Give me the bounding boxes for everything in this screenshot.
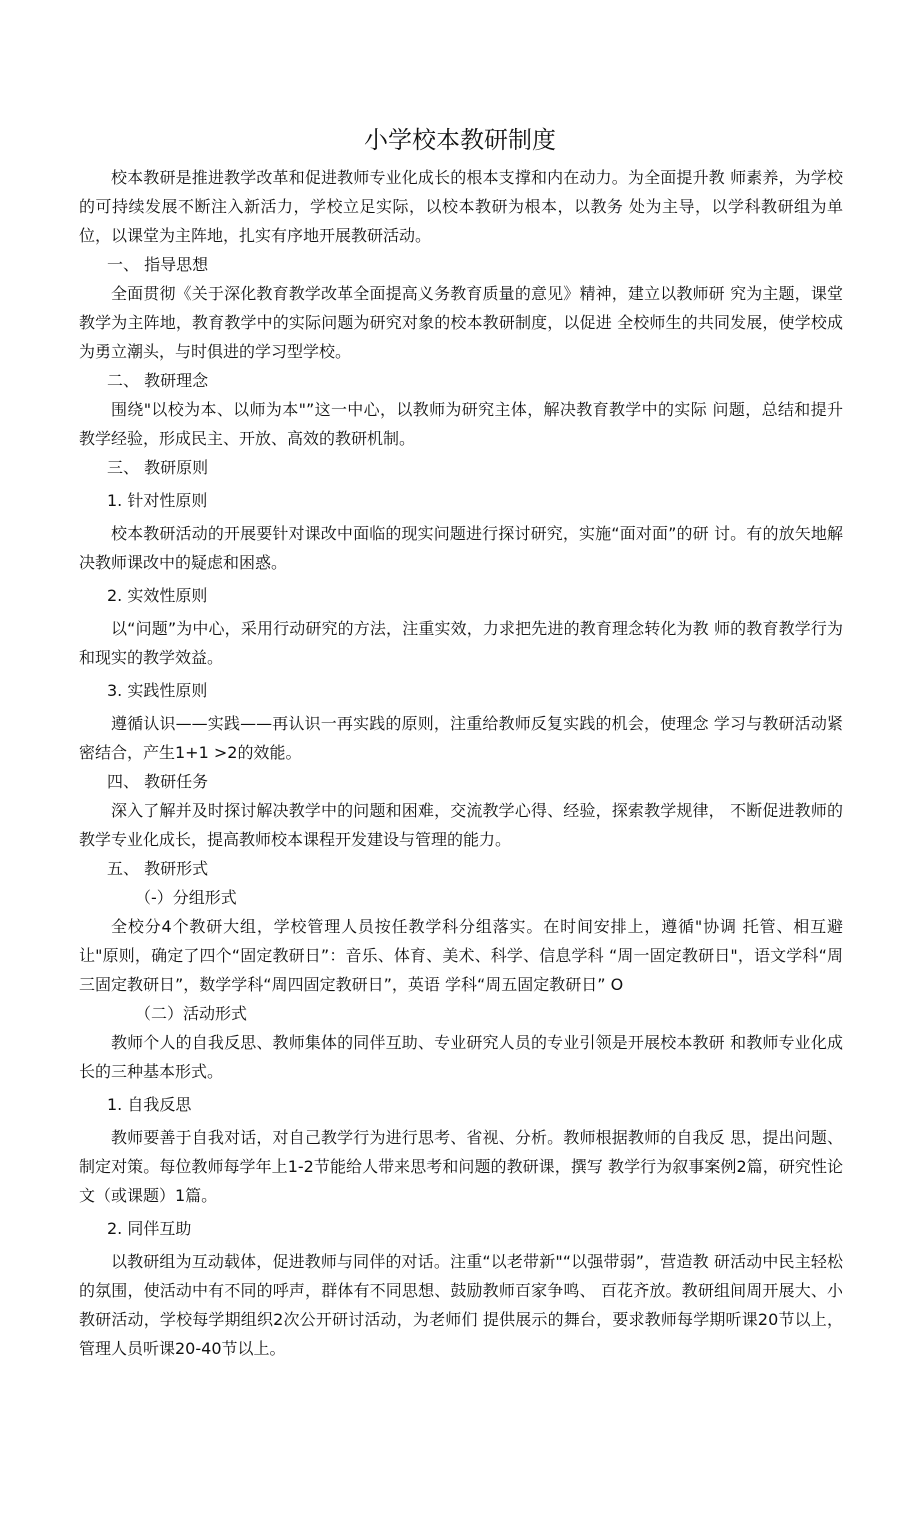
section-heading-guiding-ideology: 一、 指导思想 [107, 255, 209, 274]
subsection-heading-grouping: （-）分组形式 [135, 888, 237, 907]
form-heading-peer-assistance: 2. 同伴互助 [107, 1219, 192, 1238]
subsection-body-activity-forms: 教师个人的自我反思、教师集体的同伴互助、专业研究人员的专业引领是开展校本教研 和教师专业化成长的三种基本形式。 [79, 1033, 843, 1081]
principle-heading-targeted: 1. 针对性原则 [107, 491, 208, 510]
section-heading-research-forms: 五、 教研形式 [107, 859, 209, 878]
document-title: 小学校本教研制度 [364, 126, 556, 154]
form-body-self-reflection: 教师要善于自我对话，对自己教学行为进行思考、省视、分析。教师根据教师的自我反 思，提出问题、制定对策。每位教师每学年上1-2节能给人带来思考和问题的教研课，撰写 教学行为叙事案例2篇，研究性论文（或课题）1篇。 [79, 1128, 843, 1205]
principle-body-practice: 遵循认识——实践——再认识一再实践的原则，注重给教师反复实践的机会，使理念 学习与教研活动紧密结合，产生1+1 >2的效能。 [79, 714, 843, 762]
subsection-body-grouping: 全校分4个教研大组，学校管理人员按任教学科分组落实。在时间安排上，遵循"协调 托管、相互避让"原则，确定了四个“固定教研日”：音乐、体育、美术、科学、信息学科 “周一固定教研日"，语文学科“周三固定教研日”，数学学科“周四固定教研日”，英语 学科“周五固定教研日” O [79, 917, 843, 994]
principle-heading-practice: 3. 实践性原则 [107, 681, 208, 700]
intro-paragraph: 校本教研是推进教学改革和促进教师专业化成长的根本支撑和内在动力。为全面提升教 师素养，为学校的可持续发展不断注入新活力，学校立足实际，以校本教研为根本，以教务 处为主导，以学科教研组为单位，以课堂为主阵地，扎实有序地开展教研活动。 [79, 168, 843, 245]
section-heading-research-principles: 三、 教研原则 [107, 458, 209, 477]
form-heading-self-reflection: 1. 自我反思 [107, 1095, 192, 1114]
section-heading-research-concept: 二、 教研理念 [107, 371, 209, 390]
principle-body-effectiveness: 以“问题”为中心，采用行动研究的方法，注重实效，力求把先进的教育理念转化为教 师的教育教学行为和现实的教学效益。 [79, 619, 843, 667]
principle-body-targeted: 校本教研活动的开展要针对课改中面临的现实问题进行探讨研究，实施“面对面”的研 讨。有的放矢地解决教师课改中的疑虑和困惑。 [79, 524, 843, 572]
section-body-research-tasks: 深入了解并及时探讨解决教学中的问题和困难，交流教学心得、经验，探索教学规律， 不断促进教师的教学专业化成长，提高教师校本课程开发建设与管理的能力。 [79, 801, 843, 849]
principle-heading-effectiveness: 2. 实效性原则 [107, 586, 208, 605]
section-body-guiding-ideology: 全面贯彻《关于深化教育教学改革全面提高义务教育质量的意见》精神，建立以教师研 究为主题，课堂教学为主阵地，教育教学中的实际问题为研究对象的校本教研制度，以促进 全校师生的共同发展，使学校成为勇立潮头，与时俱进的学习型学校。 [79, 284, 843, 361]
subsection-heading-activity-forms: （二）活动形式 [135, 1004, 248, 1023]
form-body-peer-assistance: 以教研组为互动载体，促进教师与同伴的对话。注重“以老带新"“以强带弱”，营造教 研活动中民主轻松的氛围，使活动中有不同的呼声，群体有不同思想、鼓励教师百家争鸣、 百花齐放。教研组间周开展大、小教研活动，学校每学期组织2次公开研讨活动，为老师们 提供展示的舞台，要求教师每学期听课20节以上，管理人员听课20-40节以上。 [79, 1252, 843, 1358]
document-body [79, 163, 843, 1363]
section-heading-research-tasks: 四、 教研任务 [107, 772, 209, 791]
section-body-research-concept: 围绕"以校为本、以师为本"”这一中心，以教师为研究主体，解决教育教学中的实际 问题，总结和提升教学经验，形成民主、开放、高效的教研机制。 [79, 400, 843, 448]
